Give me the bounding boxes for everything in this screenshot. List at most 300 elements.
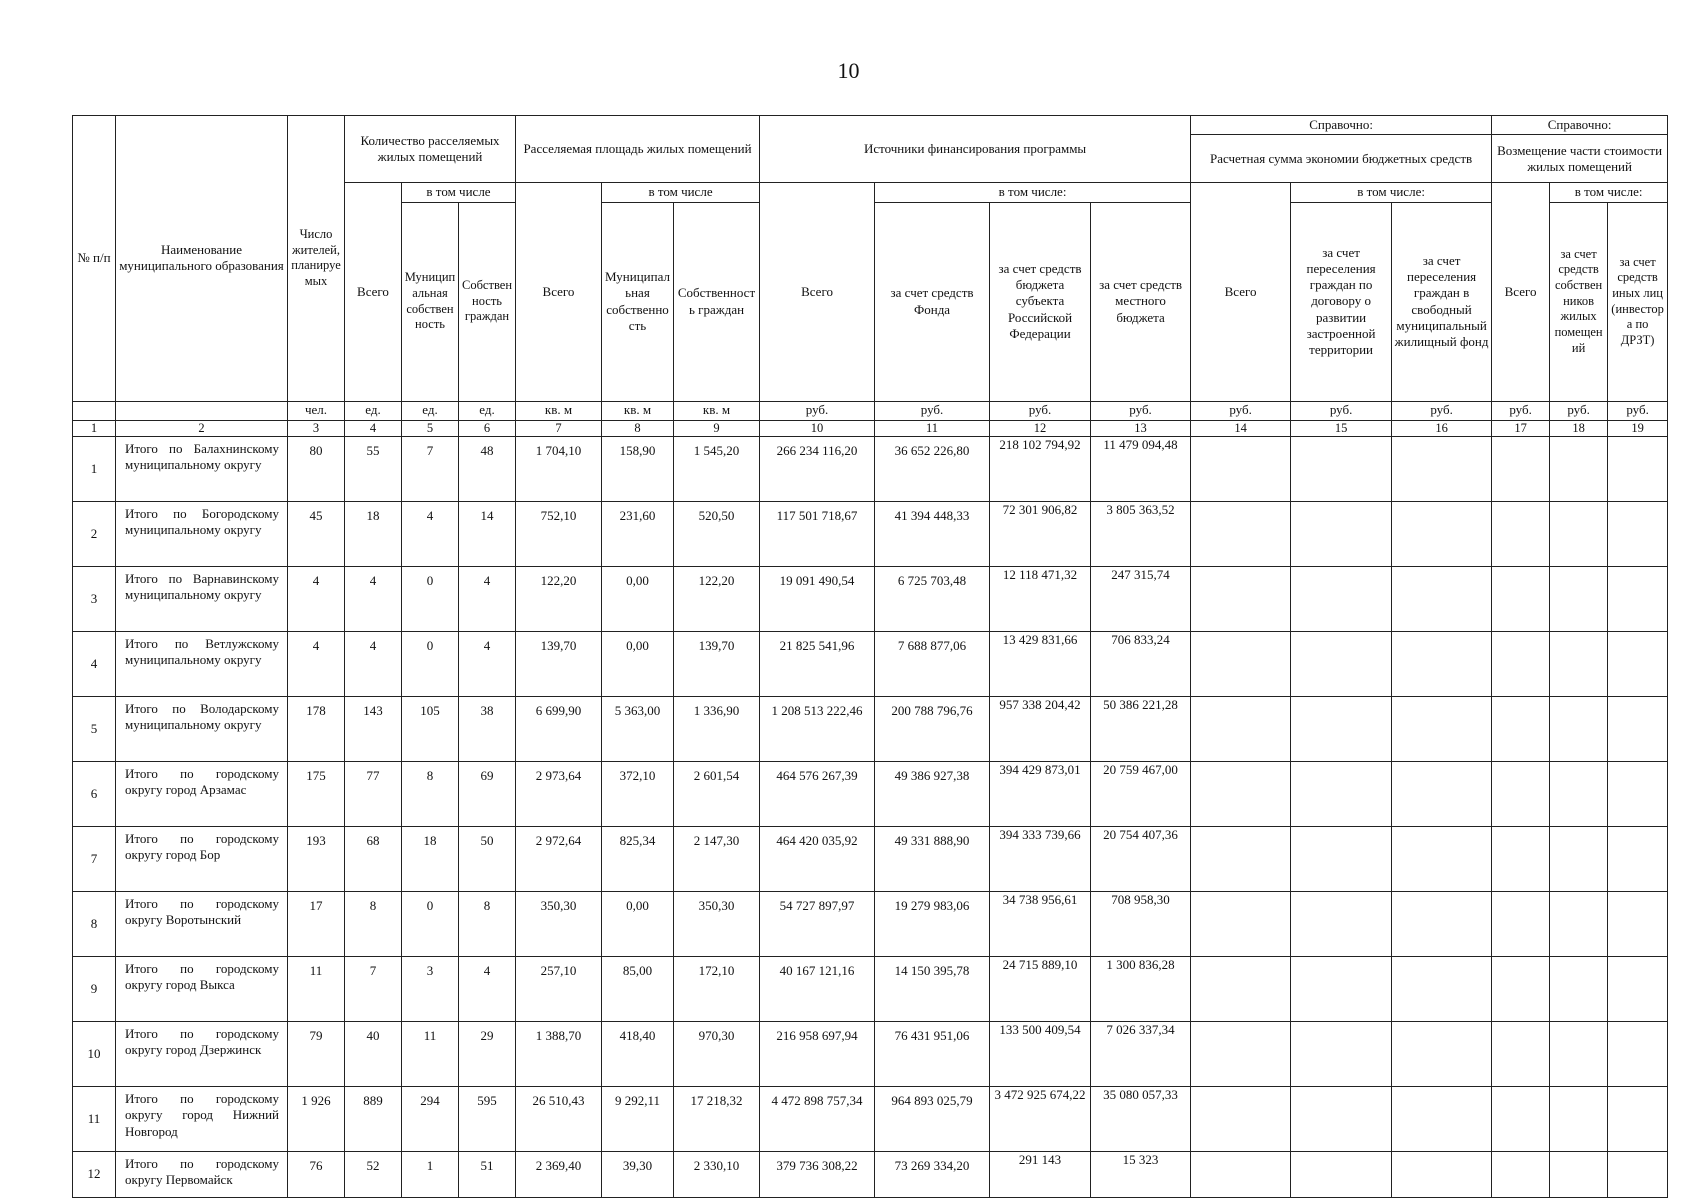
cell-fin-total: 21 825 541,96 xyxy=(760,632,875,697)
unit-cell: руб. xyxy=(1091,401,1191,420)
cell-area-total: 752,10 xyxy=(516,502,602,567)
cell-fin-fund: 49 331 888,90 xyxy=(875,827,990,892)
table-row xyxy=(73,957,1668,1022)
cell-fin-fund: 41 394 448,33 xyxy=(875,502,990,567)
cell-area-mun: 418,40 xyxy=(602,1022,674,1087)
cell-fin-local: 7 026 337,34 xyxy=(1091,1022,1191,1087)
cell-reference-empty xyxy=(1392,697,1492,762)
cell-area-mun: 39,30 xyxy=(602,1152,674,1198)
cell-fin-fund: 6 725 703,48 xyxy=(875,567,990,632)
cell-fin-total: 266 234 116,20 xyxy=(760,437,875,502)
cell-reference-empty xyxy=(1191,762,1291,827)
cell-people: 11 xyxy=(288,957,345,1022)
unit-cell: руб. xyxy=(990,401,1091,420)
cell-fin-subject: 12 118 471,32 xyxy=(990,567,1091,632)
cell-area-own: 520,50 xyxy=(674,502,760,567)
row-number: 10 xyxy=(73,1022,116,1087)
cell-fin-total: 117 501 718,67 xyxy=(760,502,875,567)
cell-count-total: 40 xyxy=(345,1022,402,1087)
header-count-group: Количество расселяемых жилых помещений xyxy=(345,116,516,183)
cell-count-mun: 8 xyxy=(402,762,459,827)
cell-count-mun: 11 xyxy=(402,1022,459,1087)
cell-people: 193 xyxy=(288,827,345,892)
cell-area-own: 2 601,54 xyxy=(674,762,760,827)
cell-reference-empty xyxy=(1492,502,1550,567)
cell-count-total: 7 xyxy=(345,957,402,1022)
header-area-group: Расселяемая площадь жилых помещений xyxy=(516,116,760,183)
column-number: 2 xyxy=(116,420,288,437)
table-row xyxy=(73,762,1668,827)
cell-count-mun: 0 xyxy=(402,632,459,697)
column-number: 6 xyxy=(459,420,516,437)
cell-count-own: 29 xyxy=(459,1022,516,1087)
cell-count-own: 51 xyxy=(459,1152,516,1198)
cell-area-total: 2 369,40 xyxy=(516,1152,602,1198)
header-area-total: Всего xyxy=(516,183,602,401)
cell-count-own: 14 xyxy=(459,502,516,567)
cell-fin-subject: 218 102 794,92 xyxy=(990,437,1091,502)
table-row xyxy=(73,1152,1668,1198)
column-number: 7 xyxy=(516,420,602,437)
row-number: 2 xyxy=(73,502,116,567)
cell-people: 79 xyxy=(288,1022,345,1087)
table-row xyxy=(73,892,1668,957)
cell-fin-fund: 19 279 983,06 xyxy=(875,892,990,957)
cell-reference-empty xyxy=(1550,697,1608,762)
cell-reference-empty xyxy=(1291,957,1392,1022)
cell-fin-local: 1 300 836,28 xyxy=(1091,957,1191,1022)
cell-reference-empty xyxy=(1191,502,1291,567)
cell-reference-empty xyxy=(1392,827,1492,892)
unit-cell: ед. xyxy=(459,401,516,420)
cell-count-mun: 1 xyxy=(402,1152,459,1198)
cell-reference-empty xyxy=(1550,437,1608,502)
cell-count-own: 8 xyxy=(459,892,516,957)
cell-reference-empty xyxy=(1291,762,1392,827)
cell-area-mun: 158,90 xyxy=(602,437,674,502)
cell-count-own: 4 xyxy=(459,632,516,697)
page-number: 10 xyxy=(837,58,860,83)
cell-reference-empty xyxy=(1608,567,1668,632)
municipality-name: Итого по Володарскому муниципальному округу xyxy=(116,697,288,762)
header-ref1-incl: в том числе: xyxy=(1291,183,1492,202)
cell-count-own: 595 xyxy=(459,1087,516,1152)
cell-fin-total: 4 472 898 757,34 xyxy=(760,1087,875,1152)
table-row xyxy=(73,437,1668,502)
header-ref1-group: Расчетная сумма экономии бюджетных средств xyxy=(1191,135,1492,183)
header-ref1-contract: за счет переселения граждан по договору о развитии застроенной территории xyxy=(1291,202,1392,401)
cell-fin-subject: 133 500 409,54 xyxy=(990,1022,1091,1087)
cell-count-total: 68 xyxy=(345,827,402,892)
cell-reference-empty xyxy=(1291,697,1392,762)
cell-count-own: 4 xyxy=(459,957,516,1022)
cell-area-own: 1 336,90 xyxy=(674,697,760,762)
cell-count-mun: 7 xyxy=(402,437,459,502)
cell-fin-subject: 13 429 831,66 xyxy=(990,632,1091,697)
column-number: 19 xyxy=(1608,420,1668,437)
cell-area-own: 2 147,30 xyxy=(674,827,760,892)
cell-area-total: 257,10 xyxy=(516,957,602,1022)
cell-area-total: 26 510,43 xyxy=(516,1087,602,1152)
unit-cell: кв. м xyxy=(602,401,674,420)
cell-reference-empty xyxy=(1492,892,1550,957)
cell-fin-local: 247 315,74 xyxy=(1091,567,1191,632)
cell-area-own: 1 545,20 xyxy=(674,437,760,502)
cell-fin-local: 20 754 407,36 xyxy=(1091,827,1191,892)
cell-fin-total: 464 420 035,92 xyxy=(760,827,875,892)
cell-fin-fund: 49 386 927,38 xyxy=(875,762,990,827)
table-row xyxy=(73,632,1668,697)
cell-count-mun: 4 xyxy=(402,502,459,567)
cell-count-mun: 0 xyxy=(402,567,459,632)
cell-reference-empty xyxy=(1608,502,1668,567)
cell-reference-empty xyxy=(1550,957,1608,1022)
municipality-name: Итого по Балахнинскому муниципальному округу xyxy=(116,437,288,502)
cell-people: 175 xyxy=(288,762,345,827)
cell-area-own: 970,30 xyxy=(674,1022,760,1087)
column-number: 14 xyxy=(1191,420,1291,437)
cell-reference-empty xyxy=(1392,437,1492,502)
cell-area-total: 6 699,90 xyxy=(516,697,602,762)
header-ref2-incl: в том числе: xyxy=(1550,183,1668,202)
municipality-name: Итого по Ветлужскому муниципальному округу xyxy=(116,632,288,697)
units-row xyxy=(73,401,1668,420)
row-number: 1 xyxy=(73,437,116,502)
unit-cell: руб. xyxy=(875,401,990,420)
table-row xyxy=(73,1022,1668,1087)
cell-reference-empty xyxy=(1550,502,1608,567)
cell-area-mun: 372,10 xyxy=(602,762,674,827)
column-number: 15 xyxy=(1291,420,1392,437)
cell-reference-empty xyxy=(1608,697,1668,762)
cell-fin-total: 216 958 697,94 xyxy=(760,1022,875,1087)
cell-fin-subject: 957 338 204,42 xyxy=(990,697,1091,762)
cell-count-own: 48 xyxy=(459,437,516,502)
cell-reference-empty xyxy=(1550,567,1608,632)
cell-area-total: 1 388,70 xyxy=(516,1022,602,1087)
cell-reference-empty xyxy=(1492,632,1550,697)
header-ref1: Справочно: xyxy=(1191,116,1492,135)
cell-fin-total: 1 208 513 222,46 xyxy=(760,697,875,762)
cell-fin-local: 35 080 057,33 xyxy=(1091,1087,1191,1152)
cell-fin-local: 3 805 363,52 xyxy=(1091,502,1191,567)
header-ref2: Справочно: xyxy=(1492,116,1668,135)
cell-people: 4 xyxy=(288,632,345,697)
column-number: 11 xyxy=(875,420,990,437)
cell-fin-local: 708 958,30 xyxy=(1091,892,1191,957)
cell-count-total: 143 xyxy=(345,697,402,762)
row-number: 6 xyxy=(73,762,116,827)
unit-cell: кв. м xyxy=(674,401,760,420)
cell-reference-empty xyxy=(1492,567,1550,632)
header-count-total: Всего xyxy=(345,183,402,401)
cell-fin-fund: 36 652 226,80 xyxy=(875,437,990,502)
table-row xyxy=(73,1087,1668,1152)
cell-reference-empty xyxy=(1291,827,1392,892)
municipality-name: Итого по городскому округу Воротынский xyxy=(116,892,288,957)
cell-count-total: 55 xyxy=(345,437,402,502)
cell-reference-empty xyxy=(1291,632,1392,697)
cell-count-total: 77 xyxy=(345,762,402,827)
column-number: 9 xyxy=(674,420,760,437)
cell-area-own: 122,20 xyxy=(674,567,760,632)
header-count-own: Собственность граждан xyxy=(459,202,516,401)
cell-reference-empty xyxy=(1392,632,1492,697)
cell-fin-subject: 24 715 889,10 xyxy=(990,957,1091,1022)
cell-count-total: 4 xyxy=(345,632,402,697)
header-ref2-owners: за счет средств собственников жилых помещений xyxy=(1550,202,1608,401)
unit-cell-blank xyxy=(116,401,288,420)
header-name: Наименование муниципального образования xyxy=(116,116,288,402)
unit-cell: кв. м xyxy=(516,401,602,420)
column-number: 3 xyxy=(288,420,345,437)
cell-area-total: 2 973,64 xyxy=(516,762,602,827)
cell-people: 45 xyxy=(288,502,345,567)
header-count-mun: Муниципальная собственность xyxy=(402,202,459,401)
cell-fin-total: 464 576 267,39 xyxy=(760,762,875,827)
unit-cell: руб. xyxy=(1550,401,1608,420)
cell-reference-empty xyxy=(1550,1152,1608,1198)
municipality-name: Итого по городскому округу город Бор xyxy=(116,827,288,892)
cell-fin-subject: 291 143 xyxy=(990,1152,1091,1198)
cell-area-total: 139,70 xyxy=(516,632,602,697)
column-number: 16 xyxy=(1392,420,1492,437)
cell-area-mun: 0,00 xyxy=(602,892,674,957)
cell-area-mun: 9 292,11 xyxy=(602,1087,674,1152)
cell-reference-empty xyxy=(1392,762,1492,827)
cell-area-total: 1 704,10 xyxy=(516,437,602,502)
cell-fin-total: 54 727 897,97 xyxy=(760,892,875,957)
cell-count-total: 4 xyxy=(345,567,402,632)
table-row xyxy=(73,567,1668,632)
municipality-name: Итого по городскому округу город Нижний Новгород xyxy=(116,1087,288,1152)
table-row xyxy=(73,697,1668,762)
cell-reference-empty xyxy=(1608,957,1668,1022)
cell-fin-subject: 72 301 906,82 xyxy=(990,502,1091,567)
cell-area-total: 350,30 xyxy=(516,892,602,957)
column-number: 17 xyxy=(1492,420,1550,437)
cell-reference-empty xyxy=(1191,1152,1291,1198)
unit-cell: руб. xyxy=(1191,401,1291,420)
cell-fin-subject: 394 429 873,01 xyxy=(990,762,1091,827)
cell-reference-empty xyxy=(1608,762,1668,827)
cell-count-total: 8 xyxy=(345,892,402,957)
header-fin-local: за счет средств местного бюджета xyxy=(1091,202,1191,401)
cell-count-mun: 294 xyxy=(402,1087,459,1152)
column-number: 4 xyxy=(345,420,402,437)
cell-reference-empty xyxy=(1608,437,1668,502)
cell-reference-empty xyxy=(1608,827,1668,892)
unit-cell: руб. xyxy=(1608,401,1668,420)
cell-reference-empty xyxy=(1550,1087,1608,1152)
column-number: 13 xyxy=(1091,420,1191,437)
unit-cell: руб. xyxy=(760,401,875,420)
cell-area-own: 172,10 xyxy=(674,957,760,1022)
cell-count-own: 50 xyxy=(459,827,516,892)
cell-area-mun: 0,00 xyxy=(602,567,674,632)
cell-fin-fund: 200 788 796,76 xyxy=(875,697,990,762)
cell-reference-empty xyxy=(1492,1152,1550,1198)
cell-reference-empty xyxy=(1191,957,1291,1022)
cell-area-mun: 231,60 xyxy=(602,502,674,567)
cell-reference-empty xyxy=(1492,1022,1550,1087)
municipality-name: Итого по городскому округу город Арзамас xyxy=(116,762,288,827)
column-number: 18 xyxy=(1550,420,1608,437)
cell-reference-empty xyxy=(1291,892,1392,957)
cell-fin-local: 50 386 221,28 xyxy=(1091,697,1191,762)
cell-people: 4 xyxy=(288,567,345,632)
cell-reference-empty xyxy=(1492,827,1550,892)
cell-area-mun: 5 363,00 xyxy=(602,697,674,762)
cell-fin-total: 379 736 308,22 xyxy=(760,1152,875,1198)
cell-area-total: 2 972,64 xyxy=(516,827,602,892)
cell-fin-local: 11 479 094,48 xyxy=(1091,437,1191,502)
header-ref2-total: Всего xyxy=(1492,183,1550,401)
cell-fin-total: 40 167 121,16 xyxy=(760,957,875,1022)
cell-reference-empty xyxy=(1191,1022,1291,1087)
cell-reference-empty xyxy=(1392,892,1492,957)
header-ref1-free: за счет переселения граждан в свободный муниципальный жилищный фонд xyxy=(1392,202,1492,401)
cell-reference-empty xyxy=(1550,762,1608,827)
cell-reference-empty xyxy=(1550,632,1608,697)
table-row xyxy=(73,502,1668,567)
row-number: 8 xyxy=(73,892,116,957)
cell-reference-empty xyxy=(1291,1152,1392,1198)
cell-count-total: 18 xyxy=(345,502,402,567)
column-number: 1 xyxy=(73,420,116,437)
cell-people: 80 xyxy=(288,437,345,502)
cell-reference-empty xyxy=(1550,1022,1608,1087)
table-row xyxy=(73,827,1668,892)
cell-area-own: 350,30 xyxy=(674,892,760,957)
cell-fin-local: 15 323 xyxy=(1091,1152,1191,1198)
cell-reference-empty xyxy=(1492,762,1550,827)
cell-count-mun: 105 xyxy=(402,697,459,762)
cell-reference-empty xyxy=(1291,567,1392,632)
cell-reference-empty xyxy=(1191,632,1291,697)
row-number: 5 xyxy=(73,697,116,762)
cell-fin-local: 20 759 467,00 xyxy=(1091,762,1191,827)
header-ref2-group: Возмещение части стоимости жилых помещений xyxy=(1492,135,1668,183)
unit-cell: чел. xyxy=(288,401,345,420)
cell-count-own: 38 xyxy=(459,697,516,762)
municipality-name: Итого по городскому округу город Дзержинск xyxy=(116,1022,288,1087)
cell-reference-empty xyxy=(1550,892,1608,957)
header-fin-incl: в том числе: xyxy=(875,183,1191,202)
cell-reference-empty xyxy=(1608,1087,1668,1152)
header-ref1-total: Всего xyxy=(1191,183,1291,401)
cell-count-own: 69 xyxy=(459,762,516,827)
row-number: 9 xyxy=(73,957,116,1022)
cell-reference-empty xyxy=(1550,827,1608,892)
municipality-name: Итого по Богородскому муниципальному округу xyxy=(116,502,288,567)
cell-people: 17 xyxy=(288,892,345,957)
cell-area-mun: 0,00 xyxy=(602,632,674,697)
cell-reference-empty xyxy=(1291,437,1392,502)
header-fin-group: Источники финансирования программы xyxy=(760,116,1191,183)
cell-people: 1 926 xyxy=(288,1087,345,1152)
cell-reference-empty xyxy=(1191,1087,1291,1152)
unit-cell-blank xyxy=(73,401,116,420)
cell-reference-empty xyxy=(1492,957,1550,1022)
cell-reference-empty xyxy=(1191,827,1291,892)
cell-count-total: 52 xyxy=(345,1152,402,1198)
header-ref2-other: за счет средств иных лиц (инвестора по ДРЗТ) xyxy=(1608,202,1668,401)
cell-reference-empty xyxy=(1191,437,1291,502)
cell-area-mun: 825,34 xyxy=(602,827,674,892)
cell-people: 76 xyxy=(288,1152,345,1198)
resettlement-table xyxy=(72,115,1668,1198)
cell-reference-empty xyxy=(1392,1152,1492,1198)
unit-cell: ед. xyxy=(345,401,402,420)
column-number: 5 xyxy=(402,420,459,437)
cell-fin-fund: 73 269 334,20 xyxy=(875,1152,990,1198)
cell-reference-empty xyxy=(1608,1152,1668,1198)
cell-count-total: 889 xyxy=(345,1087,402,1152)
cell-reference-empty xyxy=(1191,697,1291,762)
cell-reference-empty xyxy=(1291,502,1392,567)
column-number: 12 xyxy=(990,420,1091,437)
header-fin-fund: за счет средств Фонда xyxy=(875,202,990,401)
municipality-name: Итого по городскому округу город Выкса xyxy=(116,957,288,1022)
cell-reference-empty xyxy=(1191,892,1291,957)
column-number: 8 xyxy=(602,420,674,437)
column-number: 10 xyxy=(760,420,875,437)
cell-reference-empty xyxy=(1492,697,1550,762)
row-number: 7 xyxy=(73,827,116,892)
cell-reference-empty xyxy=(1392,1022,1492,1087)
cell-area-mun: 85,00 xyxy=(602,957,674,1022)
cell-reference-empty xyxy=(1608,1022,1668,1087)
header-fin-total: Всего xyxy=(760,183,875,401)
row-number: 12 xyxy=(73,1152,116,1198)
cell-fin-fund: 964 893 025,79 xyxy=(875,1087,990,1152)
header-people: Число жителей, планируемых xyxy=(288,116,345,402)
municipality-name: Итого по городскому округу Первомайск xyxy=(116,1152,288,1198)
cell-area-total: 122,20 xyxy=(516,567,602,632)
unit-cell: руб. xyxy=(1392,401,1492,420)
cell-reference-empty xyxy=(1608,632,1668,697)
cell-fin-local: 706 833,24 xyxy=(1091,632,1191,697)
cell-reference-empty xyxy=(1392,567,1492,632)
cell-fin-fund: 76 431 951,06 xyxy=(875,1022,990,1087)
cell-count-mun: 0 xyxy=(402,892,459,957)
cell-fin-fund: 14 150 395,78 xyxy=(875,957,990,1022)
cell-fin-subject: 34 738 956,61 xyxy=(990,892,1091,957)
row-number: 11 xyxy=(73,1087,116,1152)
cell-reference-empty xyxy=(1392,502,1492,567)
cell-reference-empty xyxy=(1392,957,1492,1022)
cell-reference-empty xyxy=(1191,567,1291,632)
cell-area-own: 2 330,10 xyxy=(674,1152,760,1198)
cell-reference-empty xyxy=(1291,1087,1392,1152)
header-count-incl: в том числе xyxy=(402,183,516,202)
header-area-incl: в том числе xyxy=(602,183,760,202)
unit-cell: руб. xyxy=(1492,401,1550,420)
cell-reference-empty xyxy=(1608,892,1668,957)
header-area-own: Собственность граждан xyxy=(674,202,760,401)
unit-cell: ед. xyxy=(402,401,459,420)
cell-reference-empty xyxy=(1291,1022,1392,1087)
header-num: № п/п xyxy=(73,116,116,402)
cell-people: 178 xyxy=(288,697,345,762)
row-number: 4 xyxy=(73,632,116,697)
header-area-mun: Муниципальная собственность xyxy=(602,202,674,401)
cell-count-mun: 3 xyxy=(402,957,459,1022)
cell-count-own: 4 xyxy=(459,567,516,632)
cell-reference-empty xyxy=(1492,437,1550,502)
header-fin-subject: за счет средств бюджета субъекта Российской Федерации xyxy=(990,202,1091,401)
